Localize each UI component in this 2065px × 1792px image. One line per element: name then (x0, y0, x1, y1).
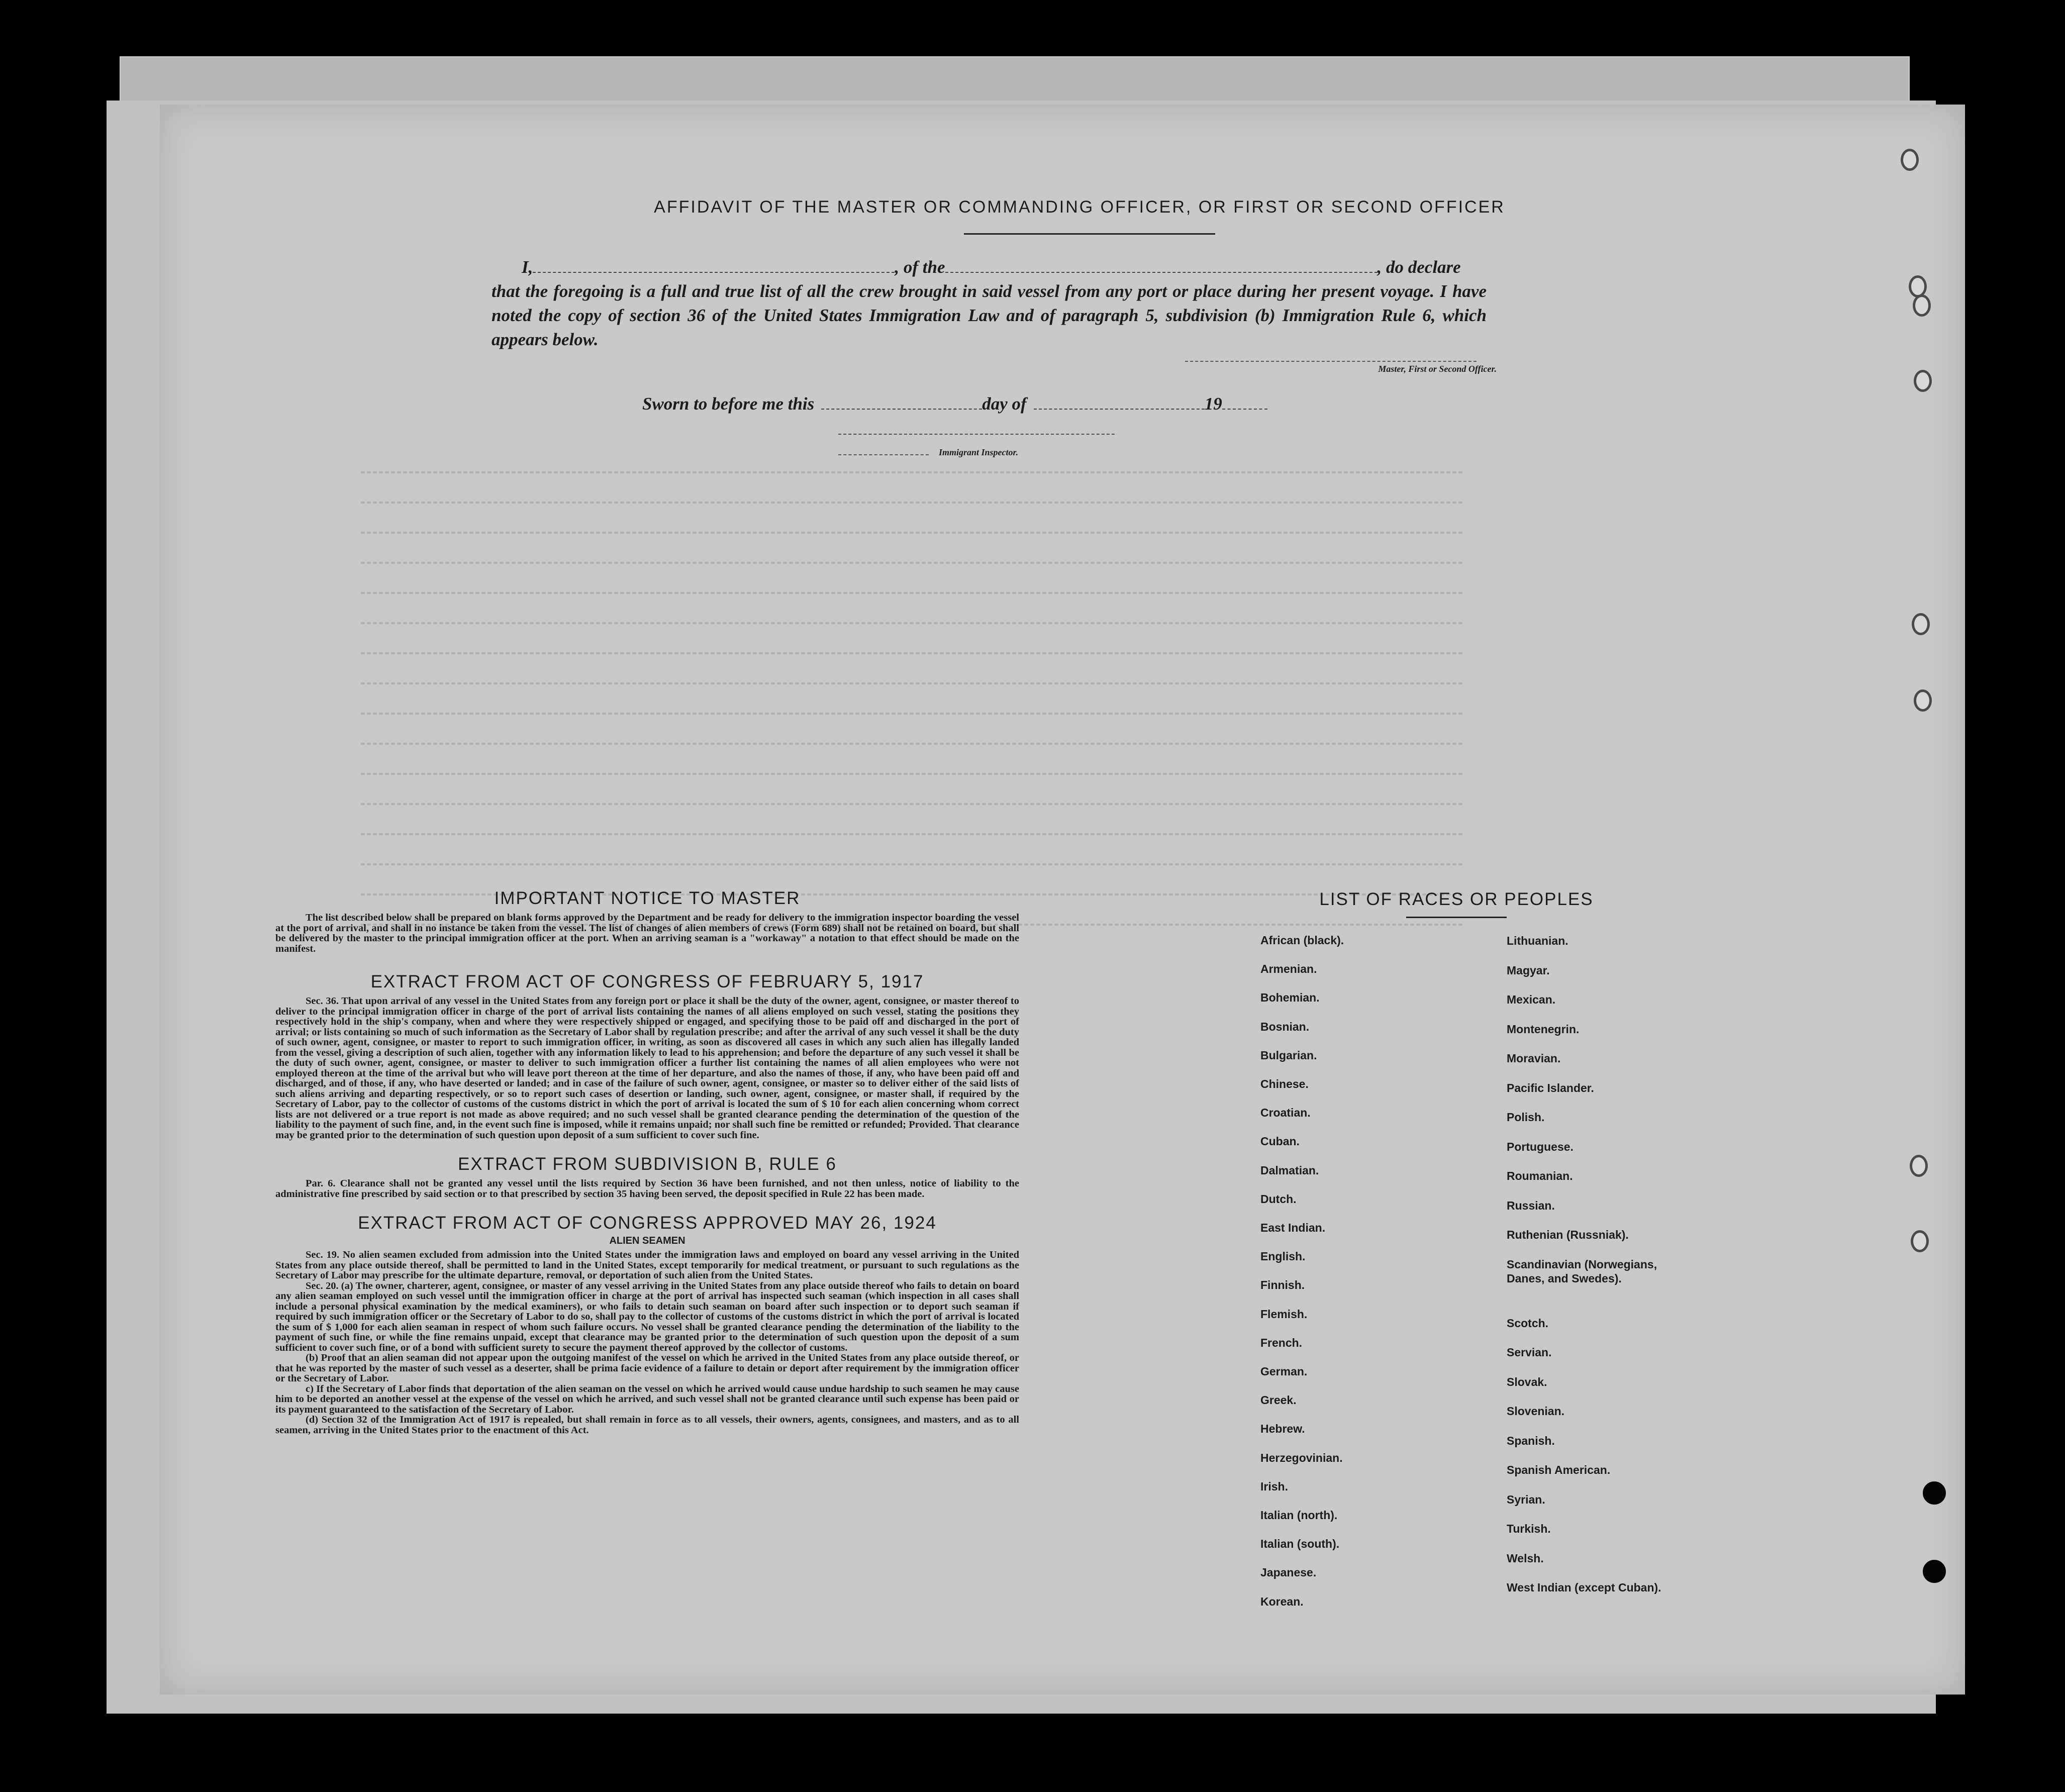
ghost-row (361, 863, 1462, 866)
legal-column (275, 888, 1019, 1435)
race-item: Portuguese. (1507, 1140, 1574, 1153)
affidavit-title: AFFIDAVIT OF THE MASTER OR COMMANDING OFFICER, OR FIRST OR SECOND OFFICER (654, 197, 1505, 217)
race-item: Mexican. (1507, 993, 1556, 1006)
inspector-caption: Immigrant Inspector. (939, 447, 1019, 457)
vessel-blank[interactable] (945, 257, 1378, 273)
ghost-row (361, 833, 1462, 836)
ghost-row (361, 622, 1462, 625)
ghost-row (361, 682, 1462, 685)
name-blank[interactable] (533, 257, 895, 273)
inspector-line-2[interactable] (838, 454, 929, 455)
race-item: Magyar. (1507, 963, 1550, 977)
punch-hole (1913, 294, 1931, 317)
ghost-row (361, 773, 1462, 776)
do-declare-label: , do declare (1377, 257, 1461, 277)
ghost-row (361, 803, 1462, 806)
race-item: Croatian. (1260, 1106, 1311, 1120)
race-item: Hebrew. (1260, 1422, 1305, 1436)
sworn-label: Sworn to before me this (642, 394, 815, 414)
race-item: West Indian (except Cuban). (1507, 1581, 1661, 1594)
ghost-row (361, 652, 1462, 655)
race-item: Lithuanian. (1507, 934, 1568, 947)
signature-caption: Master, First or Second Officer. (1378, 364, 1497, 374)
alien-seamen-subtitle: ALIEN SEAMEN (609, 1235, 685, 1246)
sec-20b-paragraph: (b) Proof that an alien seaman did not appear upon the outgoing manifest of the vessel on which he arrived in the United States from any place outside thereof, or that he was reported by the master of such vessel as a deserter, shall be prima facie evidence of a failure to detain or deport after requirement by the immigration officer or the Secretary of Labor. (275, 1352, 1019, 1384)
notice-title: IMPORTANT NOTICE TO MASTER (494, 888, 801, 908)
race-item: Flemish. (1260, 1307, 1308, 1321)
sworn-day-blank[interactable] (821, 393, 982, 410)
ghost-row (361, 713, 1462, 716)
extract-1924-text (275, 1250, 1019, 1435)
race-item: German. (1260, 1365, 1308, 1378)
race-item: Scotch. (1507, 1316, 1549, 1330)
race-item: Dalmatian. (1260, 1163, 1319, 1177)
ghost-row (361, 743, 1462, 746)
sworn-month-blank[interactable] (1034, 393, 1205, 410)
race-item: Moravian. (1507, 1052, 1561, 1065)
race-item: Russian. (1507, 1199, 1555, 1212)
punch-hole (1901, 149, 1919, 171)
punch-hole (1923, 1481, 1946, 1505)
affidavit-line-1 (491, 255, 1487, 279)
race-item: Roumanian. (1507, 1169, 1573, 1182)
extract-rule6-text (275, 1178, 1019, 1199)
extract-rule6-title: EXTRACT FROM SUBDIVISION B, RULE 6 (458, 1154, 837, 1174)
race-item: Slovak. (1507, 1375, 1547, 1388)
race-item: Italian (south). (1260, 1537, 1340, 1551)
race-item: Irish. (1260, 1479, 1288, 1493)
race-item: Scandinavian (Norwegians, Danes, and Swedes). (1507, 1257, 1657, 1285)
punch-hole (1909, 275, 1927, 297)
ghost-row (361, 471, 1462, 474)
race-item: Turkish. (1507, 1522, 1551, 1535)
race-item: Chinese. (1260, 1077, 1309, 1090)
manifest-page (160, 105, 1965, 1695)
race-item: Servian. (1507, 1346, 1552, 1359)
race-item: Dutch. (1260, 1192, 1297, 1206)
race-item: Bulgarian. (1260, 1048, 1317, 1062)
section-36-paragraph: Sec. 36. That upon arrival of any vessel in the United States from any foreign port or place it shall be the duty of the owner, agent, consignee, or master thereof to deliver to the principal immigration officer in charge of the port of arrival lists containing the names of all aliens employed on such vessel, stating the positions they respectively hold in the ship's company, when and where they were respectively shipped or engaged, and specifying those to be paid off and discharged in the port of arrival; or lists containing so much of such information as the Secretary of Labor shall by regulation prescribe; and after the arrival of any such vessel it shall be the duty of such owner, agent, consignee, or master to report to such immigration officer, in writing, as soon as discovered all cases in which any such alien has illegally landed from the vessel, giving a description of such alien, together with any information likely to lead to his apprehension; and before the departure of any such vessel it shall be the duty of such owner, agent, consignee, or master to deliver to such immigration officer a further list containing the names of all alien employees who were not employed thereon at the time of the arrival but who will leave port thereon at the time of her departure, and also the names of those, if any, who have been paid off and discharged, and of those, if any, who have deserted or landed; and in case of the failure of such owner, agent, consignee, or master so to deliver either of the said lists of such aliens arriving and departing respectively, or so to report such cases of desertion or landing, such owner, agent, consignee, or master shall, if required by the Secretary of Labor, pay to the collector of customs of the customs district in which the port of arrival is located the sum of $ 10 for each alien concerning whom correct lists are not delivered or a true report is not made as above required; and no such vessel shall be granted clearance pending the determination of the question of the liability to the payment of such fine, and, in the event such fine is imposed, while it remains unpaid; nor shall such fine be remitted or refunded; Provided. That clearance may be granted prior to the determination of such question upon deposit of a sum sufficient to cover such fine. (275, 995, 1019, 1141)
races-title-rule (1406, 917, 1507, 918)
signature-line[interactable] (1185, 361, 1477, 362)
sec-20a-paragraph: Sec. 20. (a) The owner, charterer, agent, consignee, or master of any vessel arriving in the United States from any place outside thereof who fails to detain on board any alien seaman employed on such vessel until the immigration officer in charge at the port of arrival has inspected such seaman (which inspection in all cases shall include a personal physical examination by the medical examiners), or who fails to detain such seaman on board after such inspection or to deport such seaman if required by such immigration officer or the Secretary of Labor to do so, shall pay to the collector of customs of the customs district in which the port of arrival is located the sum of $ 1,000 for each alien seaman in respect of whom such failure occurs. No vessel shall be granted clearance pending the determination of the liability to the payment of such fine, or while the fine remains unpaid, except that clearance may be granted prior to the determination of such question upon the deposit of a sum sufficient to cover such fine, or of a bond with sufficient surety to secure the payment thereof approved by the collector of customs. (275, 1280, 1019, 1353)
races-title: LIST OF RACES OR PEOPLES (1319, 889, 1594, 909)
pronoun-i: I, (522, 257, 533, 277)
sworn-year-blank[interactable] (1222, 393, 1267, 410)
punch-hole (1912, 613, 1930, 635)
notice-paragraph: The list described below shall be prepared on blank forms approved by the Department and be ready for delivery to the immigration inspector boarding the vessel at the port of arrival, and shall in no instance be taken from the vessel. The list of changes of alien members of crews (Form 689) shall not be retained on board, but shall be delivered by the master to the principal immigration officer at the port. When an arriving seaman is a "workaway" a notation to that effect should be made on the manifest. (275, 912, 1019, 954)
punch-hole (1923, 1560, 1946, 1583)
race-item: East Indian. (1260, 1221, 1326, 1234)
race-item: Spanish. (1507, 1434, 1555, 1447)
ghost-row (361, 562, 1462, 565)
race-item: Armenian. (1260, 962, 1317, 976)
sec-20c-paragraph: c) If the Secretary of Labor finds that deportation of the alien seaman on the vessel on which he arrived would cause undue hardship to such seamen he may cause him to be deported an another vessel at the expense of the vessel on which he arrived, and such vessel shall not be granted clearance until such expense has been paid or its payment guaranteed to the satisfaction of the Secretary of Labor. (275, 1383, 1019, 1415)
race-item: Syrian. (1507, 1492, 1545, 1506)
ghost-row (361, 532, 1462, 535)
title-rule (964, 233, 1215, 235)
extract-1917-text (275, 996, 1019, 1140)
race-item: Finnish. (1260, 1278, 1305, 1292)
punch-hole (1911, 1230, 1929, 1252)
punch-hole (1914, 370, 1932, 392)
affidavit-text: that the foregoing is a full and true list of all the crew brought in said vessel from any port or place during her present voyage. I have noted the copy of section 36 of the United States Immigration Law and of paragraph 5, subdivision (b) Immigration Rule 6, which appears below. (491, 281, 1487, 349)
race-item: Italian (north). (1260, 1509, 1338, 1522)
race-item: Welsh. (1507, 1551, 1544, 1565)
extract-1924-title: EXTRACT FROM ACT OF CONGRESS APPROVED MAY 26, 1924 (358, 1213, 937, 1233)
race-item: Cuban. (1260, 1135, 1300, 1148)
sec-19-paragraph: Sec. 19. No alien seamen excluded from admission into the United States under the immigration laws and employed on board any vessel arriving in the United States from any place outside thereof, shall be permitted to land in the United States, except temporarily for medical treatment, or pursuant to such regulations as the Secretary of Labor may prescribe for the ultimate departure, removal, or deportation of such alien from the United States. (275, 1249, 1019, 1281)
race-item: Spanish American. (1507, 1463, 1611, 1476)
race-item: English. (1260, 1250, 1306, 1263)
race-item: Japanese. (1260, 1566, 1317, 1579)
ghost-row (361, 502, 1462, 505)
year-prefix: 19 (1204, 394, 1222, 414)
race-item: Bosnian. (1260, 1020, 1310, 1033)
inspector-line-1[interactable] (838, 434, 1115, 435)
race-item: Slovenian. (1507, 1405, 1565, 1418)
par-6-paragraph: Par. 6. Clearance shall not be granted any vessel until the lists required by Section 36 have been furnished, and not then unless, notice of liability to the administrative fine prescribed by said section or to that prescribed by section 35 having been served, the deposit specified in Rule 22 has been made. (275, 1178, 1019, 1200)
affidavit-body (491, 255, 1487, 352)
race-item: Ruthenian (Russniak). (1507, 1228, 1629, 1241)
punch-hole (1910, 1155, 1928, 1177)
sworn-line (642, 393, 1267, 414)
sec-20d-paragraph: (d) Section 32 of the Immigration Act of 1917 is repealed, but shall remain in force as to all vessels, their owners, agents, consignees, and masters, and as to all seamen, arriving in the United States prior to the enactment of this Act. (275, 1414, 1019, 1436)
race-item: Herzegovinian. (1260, 1451, 1343, 1464)
race-item: Bohemian. (1260, 991, 1320, 1005)
race-item: Montenegrin. (1507, 1022, 1580, 1036)
notice-text (275, 913, 1019, 954)
race-item: Polish. (1507, 1111, 1545, 1124)
race-item: French. (1260, 1336, 1303, 1349)
of-the-label: , of the (895, 257, 945, 277)
race-item: African (black). (1260, 934, 1344, 947)
race-item: Korean. (1260, 1595, 1304, 1608)
extract-1917-title: EXTRACT FROM ACT OF CONGRESS OF FEBRUARY 5, 1917 (370, 972, 924, 991)
punch-hole (1914, 689, 1932, 712)
race-item: Greek. (1260, 1393, 1297, 1407)
ghost-row (361, 592, 1462, 595)
race-item: Pacific Islander. (1507, 1081, 1594, 1094)
day-of-label: day of (982, 394, 1027, 414)
